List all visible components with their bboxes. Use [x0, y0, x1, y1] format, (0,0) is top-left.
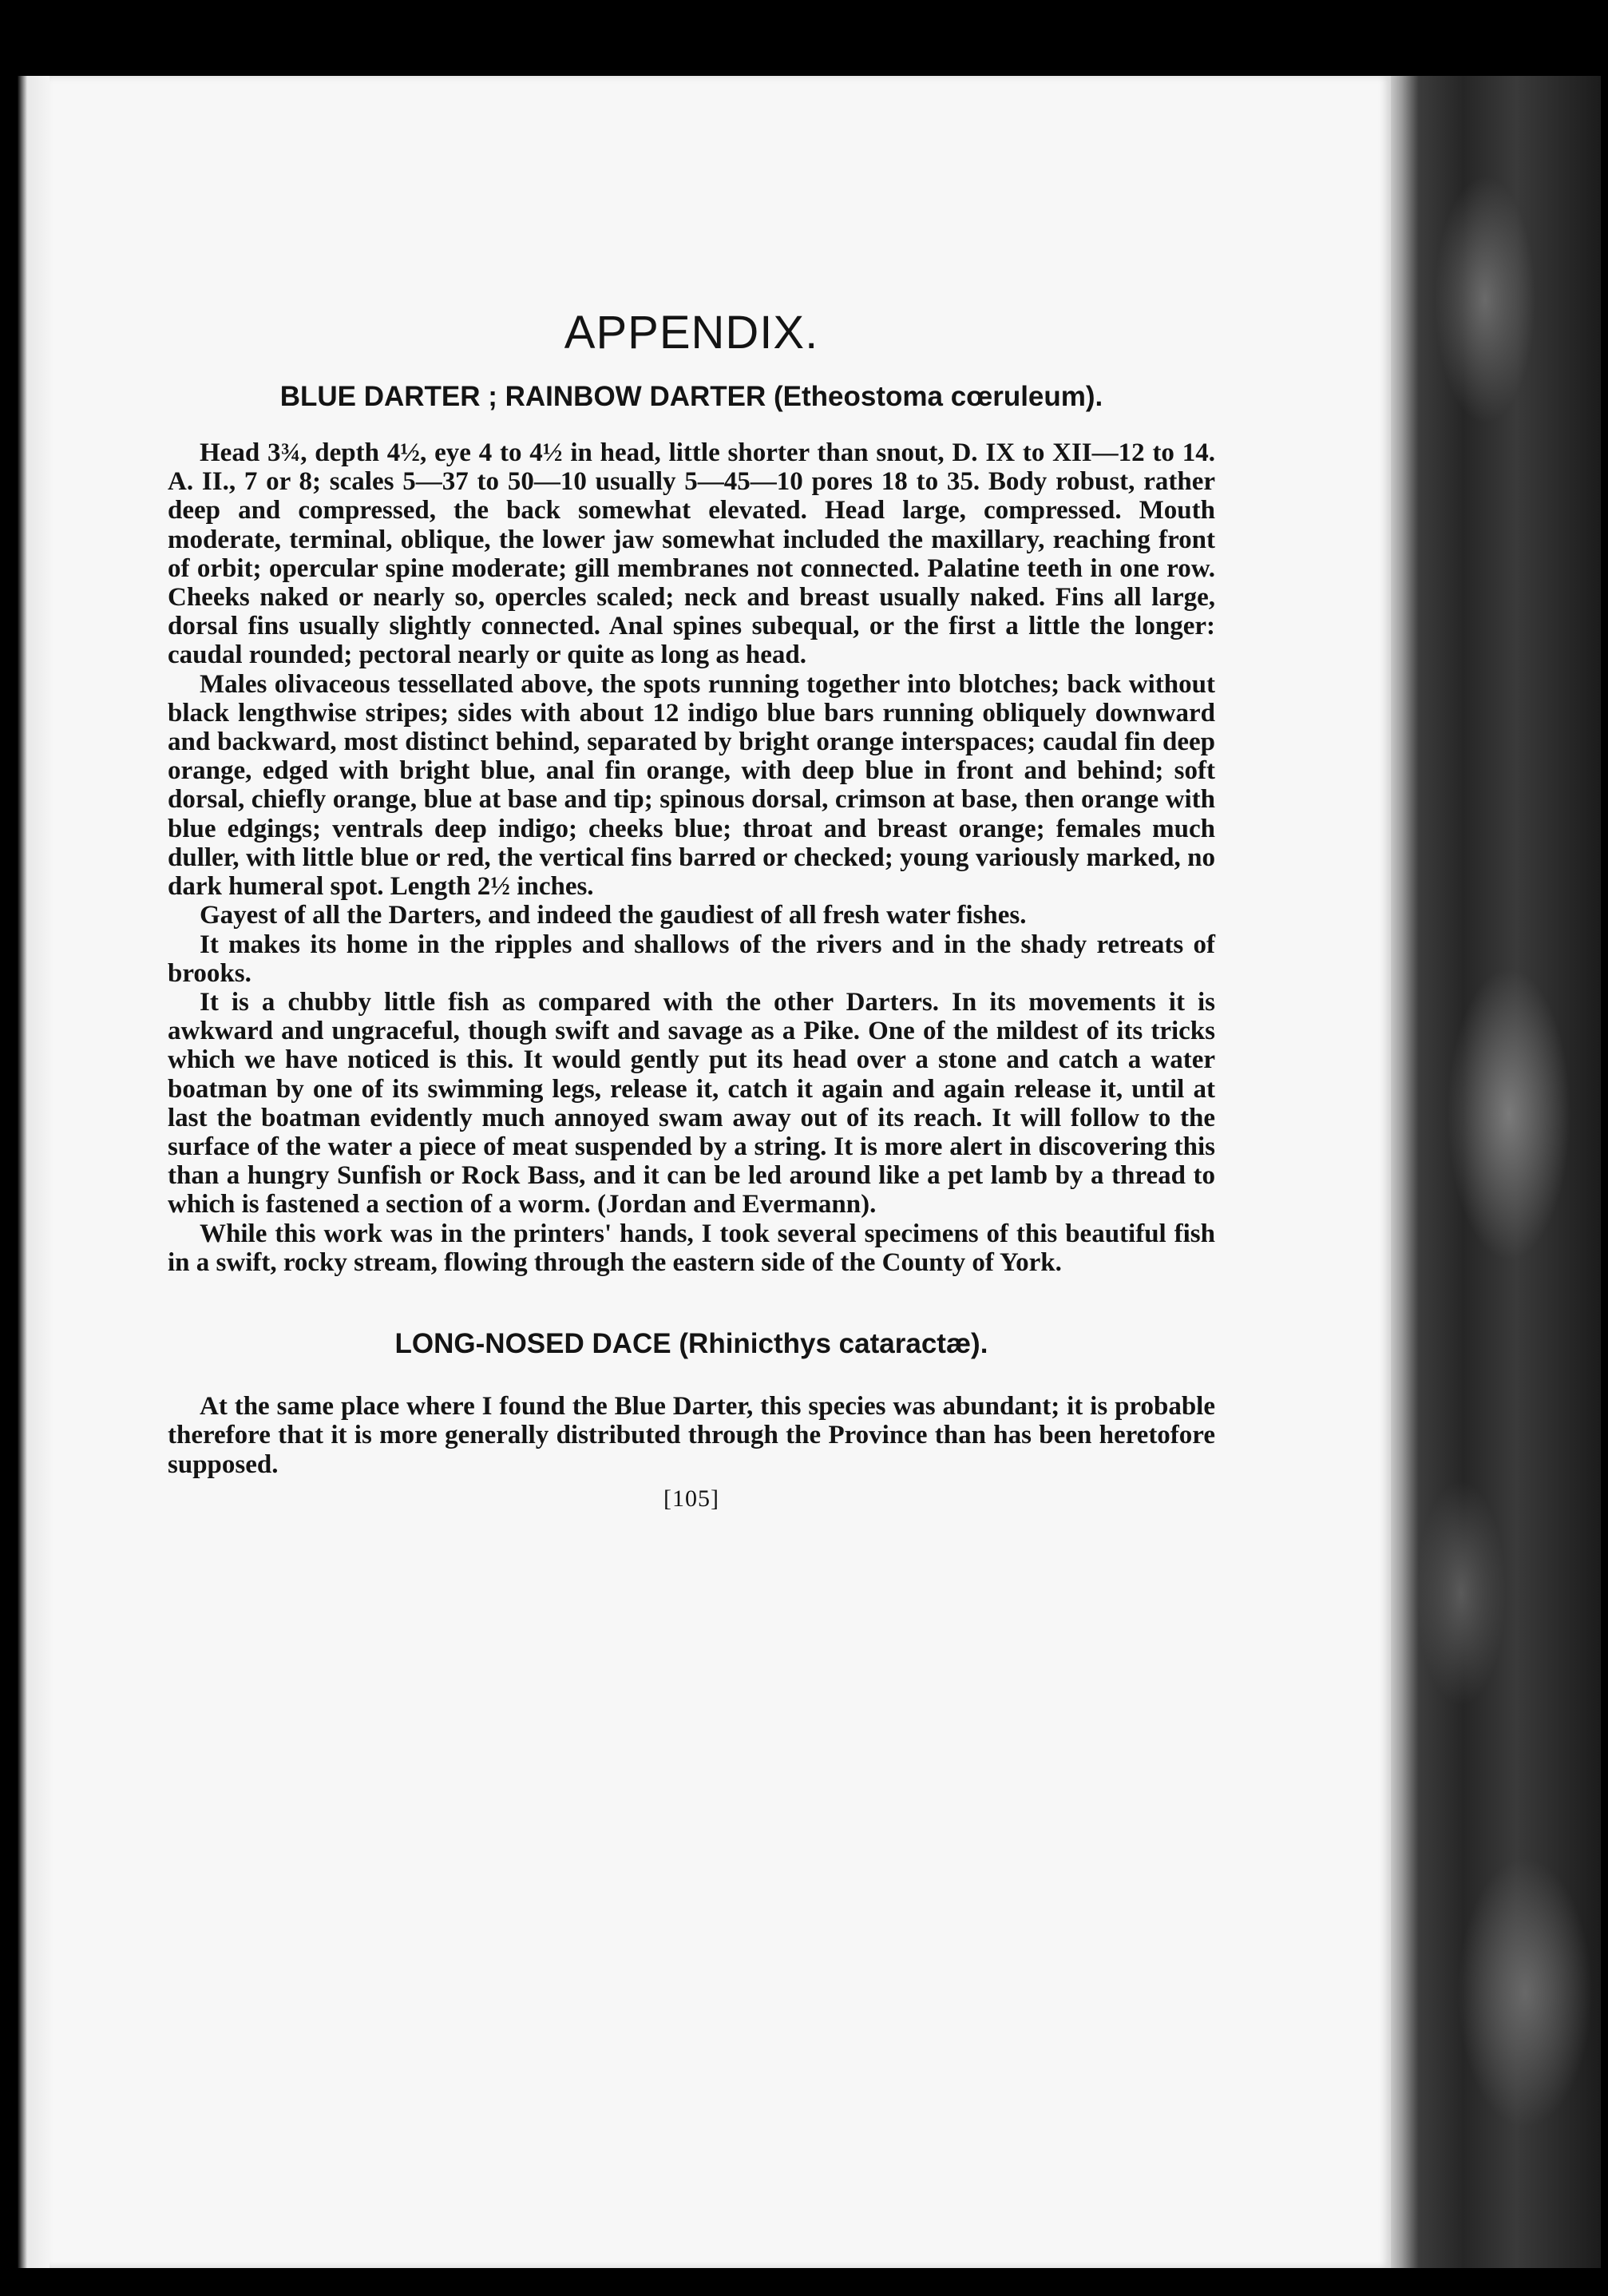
page-content: [168, 307, 1215, 1513]
paragraph-behaviour: It is a chubby little fish as compared with the other Darters. In its movements it is awkward and ungraceful, though swift and savage as a Pike. One of the mildest of its tricks which we have noticed is this. It would gently put its head over a stone and catch a water boatman by one of its swimming legs, release it, catch it again and again release it, until at last the boatman evidently much annoyed swam away out of its reach. It will follow to the surface of the water a piece of meat suspended by a string. It is more alert in discovering this than a hungry Sunfish or Rock Bass, and it can be led around like a pet lamb by a thread to which is fastened a section of a worm. (Jordan and Evermann).: [168, 987, 1215, 1219]
species-latin-name: (Etheostoma cœruleum).: [774, 380, 1103, 412]
species-common-name: LONG-NOSED DACE: [394, 1327, 671, 1359]
paragraph-dace: At the same place where I found the Blue Darter, this species was abundant; it is probable therefore that it is more generally distributed through the Province than has been heretofore supposed.: [168, 1392, 1215, 1479]
section-title: [168, 1328, 1215, 1360]
book-page: [50, 76, 1391, 2268]
book-cover-edge: [1389, 76, 1601, 2268]
species-latin-name: (Rhinicthys cataractæ).: [679, 1327, 988, 1359]
paragraph-coloration: Males olivaceous tessellated above, the spots running together into blotches; back without black lengthwise stripes; sides with about 12 indigo blue bars running obliquely downward and backward, most distinct behind, separated by bright orange interspaces; caudal fin deep orange, edged with bright blue, anal fin orange, with deep blue in front and behind; soft dorsal, chiefly orange, blue at base and tip; spinous dorsal, crimson at base, then orange with blue edgings; ventrals deep indigo; cheeks blue; throat and breast orange; females much duller, with little blue or red, the vertical fins barred or checked; young variously marked, no dark humeral spot. Length 2½ inches.: [168, 669, 1215, 902]
section-long-nosed-dace: [168, 1328, 1215, 1479]
appendix-heading: APPENDIX.: [564, 307, 819, 359]
page-number: [105]: [663, 1485, 719, 1512]
left-page-edge: [0, 76, 50, 2268]
section-blue-darter: [168, 381, 1215, 1277]
paragraph-gayest: Gayest of all the Darters, and indeed the gaudiest of all fresh water fishes.: [200, 901, 1027, 930]
paragraph-habitat: It makes its home in the ripples and shallows of the rivers and in the shady retreats of brooks.: [168, 930, 1215, 988]
paragraph-description: Head 3¾, depth 4½, eye 4 to 4½ in head, little shorter than snout, D. IX to XII—12 to 14. A. II., 7 or 8; scales 5—37 to 50—10 usually 5—45—10 pores 18 to 35. Body robust, rather deep and compressed, the back somewhat elevated. Head large, compressed. Mouth moderate, terminal, oblique, the lower jaw somewhat included the maxillary, reaching front of orbit; opercular spine moderate; gill membranes not connected. Palatine teeth in one row. Cheeks naked or nearly so, opercles scaled; neck and breast usually naked. Fins all large, dorsal fins usually slightly connected. Anal spines subequal, or the first a little the longer: caudal rounded; pectoral nearly or quite as long as head.: [168, 438, 1215, 670]
section-title: [168, 381, 1215, 413]
paragraph-specimens: While this work was in the printers' hands, I took several specimens of this beautiful fish in a swift, rocky stream, flowing through the eastern side of the County of York.: [168, 1219, 1215, 1277]
species-common-name: BLUE DARTER ; RAINBOW DARTER: [279, 380, 766, 412]
